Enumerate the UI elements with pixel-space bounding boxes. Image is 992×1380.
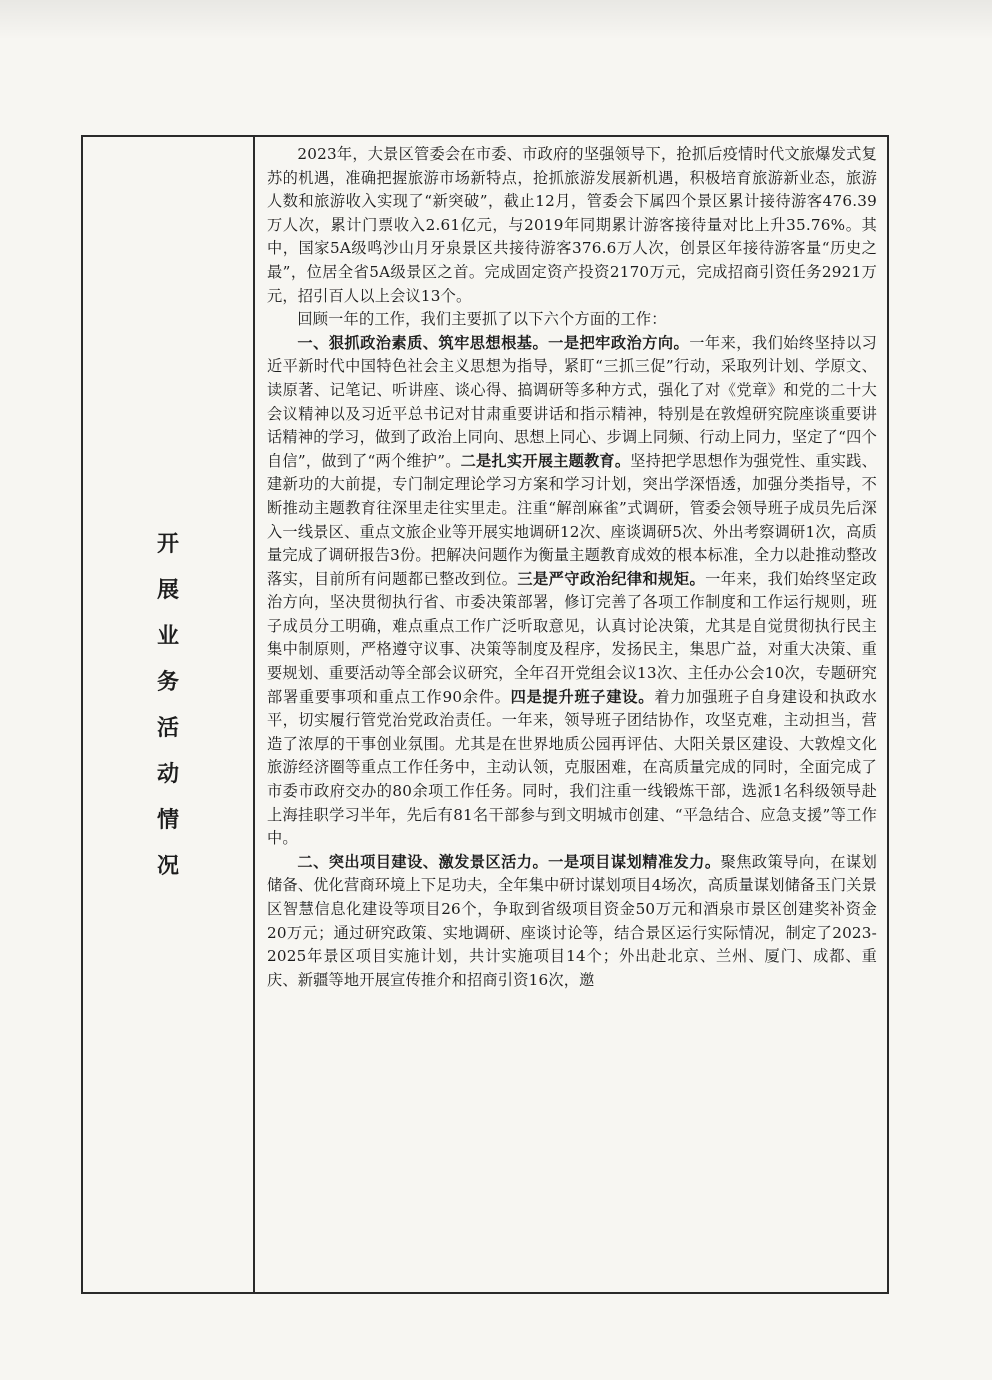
bold-heading-run: 三是严守政治纪律和规矩。 <box>517 569 706 588</box>
bold-heading-run: 一、狠抓政治素质、筑牢思想根基。一是把牢政治方向。 <box>297 333 690 352</box>
text-run: 着力加强班子自身建设和执政水平，切实履行管党治党政治责任。一年来，领导班子团结协作，攻坚克难，主动担当，营造了浓厚的干事创业氛围。尤其是在世界地质公园再评估、大阳关景区建设、大敦煌文化旅游经济圈等重点工作任务中，主动认领，克服困难，在高质量完成的同时，全面完成了市委市政府交办的80余项工作任务。同时，我们注重一线锻炼干部，选派1名科级领导赴上海挂职学习半年，先后有81名干部参与到文明城市创建、“平急结合、应急支援”等工作中。 <box>267 687 877 848</box>
bold-heading-run: 二是扎实开展主题教育。 <box>460 451 631 470</box>
text-run: 回顾一年的工作，我们主要抓了以下六个方面的工作： <box>297 310 667 329</box>
paragraph-political-quality <box>267 332 877 851</box>
text-run: 一年来，我们始终坚持以习近平新时代中国特色社会主义思想为指导，紧盯“三抓三促”行动，采取列计划、学原文、读原著、记笔记、听讲座、谈心得、搞调研等多种方式，强化了对《党章》和党的二十大会议精神以及习近平总书记对甘肃重要讲话和指示精神，特别是在敦煌研究院座谈重要讲话精神的学习，做到了政治上同向、思想上同心、步调上同频、行动上同力，坚定了“四个自信”，做到了“两个维护”。 <box>267 333 878 470</box>
text-run: 坚持把学思想作为强党性、重实践、建新功的大前提，专门制定理论学习方案和学习计划，突出学深悟透，加强分类指导，不断推动主题教育往深里走往实里走。注重“解剖麻雀”式调研，管委会领导班子成员先后深入一线景区、重点文旅企业等开展实地调研12次、座谈调研5次、外出考察调研1次，高质量完成了调研报告3份。把解决问题作为衡量主题教育成效的根本标准，全力以赴推动整改落实，目前所有问题都已整改到位。 <box>267 451 877 588</box>
section-label-char: 展 <box>156 576 179 603</box>
text-run: 聚焦政策导向，在谋划储备、优化营商环境上下足功夫，全年集中研讨谋划项目4场次，高质量谋划储备玉门关景区智慧信息化建设等项目26个，争取到省级项目资金50万元和酒泉市景区创建奖补资金20万元；通过研究政策、实地调研、座谈讨论等，结合景区运行实际情况，制定了2023-2025年景区项目实施计划，共计实施项目14个；外出赴北京、兰州、厦门、成都、重庆、新疆等地开展宣传推介和招商引资16次，邀 <box>267 852 878 989</box>
section-label <box>157 531 179 879</box>
text-run: 2023年，大景区管委会在市委、市政府的坚强领导下，抢抓后疫情时代文旅爆发式复苏的机遇，准确把握旅游市场新特点，抢抓旅游发展新机遇，积极培育旅游新业态，旅游人数和旅游收入实现了“新突破”，截止12月，管委会下属四个景区累计接待游客476.39万人次，累计门票收入2.61亿元，与2019年同期累计游客接待量对比上升35.76%。其中，国家5A级鸣沙山月牙泉景区共接待游客376.6万人次，创景区年接待游客量“历史之最”，位居全省5A级景区之首。完成固定资产投资2170万元，完成招商引资任务2921万元，招引百人以上会议13个。 <box>267 145 877 305</box>
paragraph-summary <box>267 143 877 308</box>
content-cell <box>255 137 887 1292</box>
section-label-char: 开 <box>156 530 179 557</box>
section-label-char: 动 <box>156 760 179 787</box>
bold-heading-run: 四是提升班子建设。 <box>510 687 655 706</box>
section-label-char: 情 <box>156 806 179 833</box>
section-label-cell <box>83 137 255 1292</box>
section-label-char: 业 <box>156 622 179 649</box>
activity-table <box>81 135 889 1294</box>
bold-heading-run: 二、突出项目建设、激发景区活力。一是项目谋划精准发力。 <box>297 852 721 871</box>
section-label-char: 活 <box>156 714 179 741</box>
paragraph-project-construction <box>267 851 877 993</box>
section-label-char: 务 <box>156 668 179 695</box>
text-run: 一年来，我们始终坚定政治方向，坚决贯彻执行省、市委决策部署，修订完善了各项工作制度和工作运行规则，班子成员分工明确，难点重点工作广泛听取意见，认真讨论决策，尤其是自觉贯彻执行民主集中制原则，严格遵守议事、决策等制度及程序，发扬民主，集思广益，对重大决策、重要规划、重要活动等全部会议研究，全年召开党组会议13次、主任办公会10次，专题研究部署重要事项和重点工作90余件。 <box>267 569 878 706</box>
paragraph-review-intro <box>267 308 877 332</box>
scan-edge-shadow <box>0 0 992 40</box>
section-label-char: 况 <box>156 852 179 879</box>
